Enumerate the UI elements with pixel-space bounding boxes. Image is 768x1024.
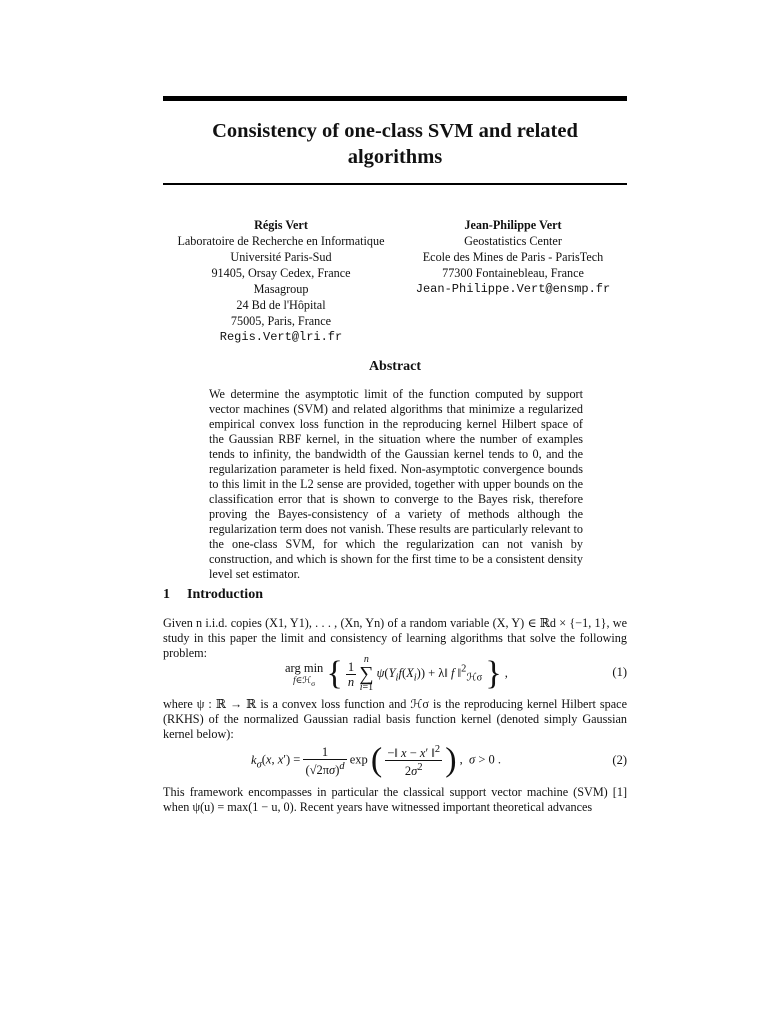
- paragraph-1: Given n i.i.d. copies (X1, Y1), . . . , (Xn, Yn) of a random variable (X, Y) ∈ ℝd × {−1, 1}, we study in this paper the limit and consistency of learning algorithms that solve the following problem:: [163, 616, 627, 660]
- author-affiliation-line: Laboratoire de Recherche en Informatique: [177, 234, 385, 248]
- author-email[interactable]: Regis.Vert@lri.fr: [219, 330, 343, 344]
- author-affiliation-line: Geostatistics Center: [464, 234, 562, 248]
- abstract-heading: Abstract: [368, 359, 422, 374]
- author-affiliation-line: Université Paris-Sud: [230, 250, 332, 264]
- equation-2: [163, 743, 627, 781]
- author-name: Régis Vert: [254, 218, 308, 232]
- equation-number: (2): [612, 753, 627, 767]
- top-rule: [163, 96, 627, 101]
- equation-number: (1): [612, 665, 627, 679]
- paragraph-2: where ψ : ℝ → ℝ is a convex loss function and ℋσ is the reproducing kernel Hilbert space (RKHS) of the normalized Gaussian radial basis function kernel (denoted simply Gaussian kernel below):: [163, 697, 627, 741]
- author-block-2: [395, 217, 631, 297]
- title-rule: [163, 183, 627, 185]
- author-name: Jean-Philippe Vert: [464, 218, 562, 232]
- author-affiliation-line: Ecole des Mines de Paris - ParisTech: [422, 250, 604, 264]
- author-affiliation-line: 77300 Fontainebleau, France: [442, 266, 584, 280]
- author-affiliation-line: 75005, Paris, France: [230, 314, 332, 328]
- section-heading: [163, 587, 263, 603]
- argmin-operator: arg min f∈ℋ$_\sigma$: [285, 660, 324, 688]
- equation-2-body: $k_\sigma(x$, x′) = $\frac{1}{(√2\pi\sigma)^d}$ exp ( $\frac{-‖ x - x' ‖^2}{2\sigma^2}$ ) , σ > 0 .: [251, 741, 501, 779]
- author-affiliation-line: 24 Bd de l'Hôpital: [236, 298, 326, 312]
- section-number: 1: [163, 587, 170, 602]
- paragraph-3: This framework encompasses in particular the classical support vector machine (SVM) [1] when ψ(u) = max(1 − u, 0). Recent years have witnessed important theoretical advances: [163, 785, 627, 814]
- equation-1: [163, 655, 627, 693]
- author-email[interactable]: Jean-Philippe.Vert@ensmp.fr: [415, 282, 611, 296]
- abstract-text: We determine the asymptotic limit of the function computed by support vector machines (SVM) and related algorithms that minimize a regularized empirical convex loss function in the reproducing kernel Hilbert space of the Gaussian RBF kernel, in the situation where the number of examples tends to infinity, the bandwidth of the Gaussian kernel tends to 0, and the regularization parameter is held fixed. Non-asymptotic convergence bounds to this limit in the L2 sense are provided, together with upper bounds on the classification error that is shown to converge to the Bayes risk, therefore proving the Bayes-consistency of a variety of methods although the regularization term does not vanish. These results are particularly relevant to the one-class SVM, for which the regularization can not vanish by construction, and which is shown for the first time to be a consistent density level set estimator.: [209, 387, 583, 581]
- author-affiliation-line: 91405, Orsay Cedex, France: [211, 266, 351, 280]
- equation-1-body: arg min f∈ℋ$_\sigma$ { $\frac{1}{n}$ n ∑ i=1 $\psi(Y_if(X_i))$ + λ‖ f ‖$^2_{ℋ\sigma}$ } ,: [285, 654, 508, 693]
- author-block-1: [163, 217, 399, 345]
- author-affiliation-line: Masagroup: [253, 282, 309, 296]
- paper-title: Consistency of one-class SVM and related algorithms: [212, 120, 578, 168]
- section-title: Introduction: [187, 587, 263, 602]
